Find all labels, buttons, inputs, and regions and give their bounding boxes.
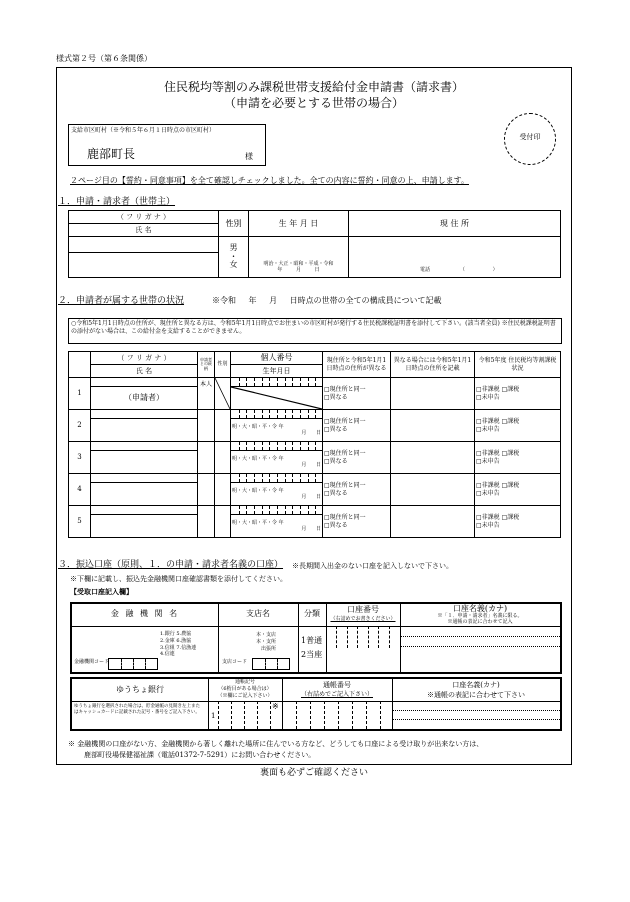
- digit-divider: [262, 474, 263, 482]
- confirm-statement: ２ページ目の【誓約・同意事項】を全て確認しチェックしました。全ての内容に誓約・同意の上、申請します。: [70, 176, 469, 185]
- dob-ymd: 年 月 日: [277, 267, 320, 274]
- footnote-1: ※ 金融機関の口座がない方、金融機関から著しく離れた場所に住んでいる方など、どうしても口座による受け取りが出来ない方は、: [68, 740, 484, 748]
- digit-divider: [292, 378, 293, 386]
- household-table: [68, 351, 561, 378]
- hh-furigana-field[interactable]: [91, 506, 198, 515]
- tax-options[interactable]: □非課税 □課税: [476, 386, 520, 393]
- digit-divider: [300, 474, 301, 482]
- dob-md: 月 日: [301, 526, 321, 532]
- acct-sub: （右詰めでお書きください）: [330, 616, 396, 622]
- sec2-title-rest: ※令和 年 月 日時点の世帯の全ての構成員について記載: [212, 296, 442, 305]
- hh-mynumber-header: 個人番号: [231, 352, 323, 365]
- dob-eras: 明・大・昭・平・令 年: [232, 423, 284, 430]
- hh-dob-field[interactable]: [231, 515, 323, 538]
- sec3-line2: 【受取口座記入欄】: [70, 587, 133, 596]
- hh-name-field[interactable]: （申請者）: [91, 387, 198, 410]
- hh-dob-field[interactable]: [231, 387, 323, 410]
- digit-divider: [254, 410, 255, 418]
- digit-divider: [239, 506, 240, 514]
- tax-options[interactable]: □非課税 □課税: [476, 482, 520, 489]
- digit-divider: [300, 506, 301, 514]
- digit-divider: [254, 442, 255, 450]
- stamp-label: 受付印: [519, 133, 541, 141]
- hh-same-address[interactable]: [323, 442, 391, 474]
- hh-relation-field[interactable]: [198, 442, 215, 474]
- digit-divider: [254, 474, 255, 482]
- digit-divider: [262, 442, 263, 450]
- branch-header: 支店名: [246, 609, 270, 618]
- hh-furigana-field[interactable]: [91, 410, 198, 419]
- hh-furigana-field[interactable]: [91, 378, 198, 387]
- tax-unfiled[interactable]: □未申告: [476, 393, 500, 401]
- diagonal-slash: [231, 387, 322, 409]
- dob-field[interactable]: [249, 237, 349, 278]
- holder-note1: ※「１．申請・請求者」名義に限る。: [437, 613, 523, 619]
- digit-divider: [277, 474, 278, 482]
- sec3-title-note: ※長期間入出金のない口座を記入しないで下さい。: [292, 562, 453, 570]
- ynum-header: 通帳番号: [323, 681, 351, 689]
- branch-code-boxes[interactable]: [252, 658, 290, 670]
- hh-furigana-field[interactable]: [91, 442, 198, 451]
- hh-row-number: 1: [69, 378, 91, 410]
- digit-divider: [300, 410, 301, 418]
- addressee-box: [68, 124, 266, 166]
- option-different[interactable]: □異なる: [324, 489, 348, 497]
- digit-divider: [262, 506, 263, 514]
- digit-divider: [254, 506, 255, 514]
- dob-eras: 明治・大正・昭和・平成・令和: [263, 260, 334, 267]
- tax-unfiled[interactable]: □未申告: [476, 489, 500, 497]
- digit-divider: [277, 442, 278, 450]
- digit-divider: [269, 506, 270, 514]
- hh-relation-field[interactable]: [198, 506, 215, 538]
- hh-row-number: 2: [69, 410, 91, 442]
- hh-sex-field[interactable]: [215, 410, 231, 442]
- option-different[interactable]: □異なる: [324, 521, 348, 529]
- name-header: 氏 名: [69, 224, 219, 237]
- hh-old-address-field[interactable]: [391, 506, 475, 538]
- furigana-header: （ フ リ ガ ナ ）: [69, 211, 219, 224]
- ysym-star: ※: [272, 702, 279, 711]
- acct-number-boxes[interactable]: [326, 626, 400, 672]
- back-note: 裏面も必ずご確認ください: [259, 768, 368, 778]
- hh-sex-field[interactable]: [215, 378, 231, 410]
- digit-divider: [246, 442, 247, 450]
- sex-female[interactable]: 女: [229, 260, 238, 270]
- footnote-2: 鹿部町役場保健福祉課（電話01372-7-5291）にお問い合わせください。: [84, 751, 316, 759]
- page-title: 住民税均等割のみ課税世帯支援給付金申請書（請求書）: [163, 80, 464, 94]
- digit-divider: [239, 378, 240, 386]
- hh-name-field[interactable]: [91, 419, 198, 442]
- yholder-field[interactable]: [392, 701, 560, 729]
- hh-name-field[interactable]: [91, 515, 198, 538]
- ysym-header: 通帳記号: [234, 679, 255, 685]
- hh-sex-field[interactable]: [215, 442, 231, 474]
- hh-tax-status[interactable]: [475, 506, 561, 538]
- yucho-one: 1: [211, 712, 216, 720]
- bank-types[interactable]: 1.銀行 5.農協 2.金庫 6.漁協 3.信組 7.信漁連 4.信連: [160, 631, 197, 658]
- dob-eras: 明・大・昭・平・令 年: [232, 455, 284, 462]
- kind-header: 分類: [304, 609, 320, 618]
- digit-divider: [254, 378, 255, 386]
- digit-divider: [292, 410, 293, 418]
- option-same[interactable]: □現住所と同一: [324, 482, 366, 489]
- hh-same-address[interactable]: [323, 474, 391, 506]
- yucho-note: ゆうちょ銀行を選択された場合は、貯金通帳の見開き左上またはキャッシュカードに記載された記号・番号をご記入下さい。: [74, 704, 200, 715]
- sex-options[interactable]: [219, 237, 249, 278]
- ynum-boxes[interactable]: [282, 701, 392, 729]
- digit-divider: [308, 442, 309, 450]
- ynum-sub: （右詰めでご記入下さい）: [300, 691, 373, 698]
- digit-divider: [285, 474, 286, 482]
- hh-tax-status[interactable]: [475, 474, 561, 506]
- option-same[interactable]: □現住所と同一: [324, 450, 366, 457]
- table-row: [69, 442, 561, 451]
- digit-divider: [269, 474, 270, 482]
- hh-furigana-field[interactable]: [91, 474, 198, 483]
- digit-divider: [308, 410, 309, 418]
- hh-old-address-field[interactable]: [391, 442, 475, 474]
- form-id: 様式第２号（第６条関係）: [56, 54, 152, 63]
- address-field[interactable]: [349, 237, 561, 278]
- hh-old-address-field[interactable]: [391, 474, 475, 506]
- hh-relation-field[interactable]: [198, 474, 215, 506]
- digit-divider: [292, 506, 293, 514]
- addressee-honorific: 様: [245, 152, 253, 161]
- hh-tax-header: 令和5年度 住民税均等割課税状況: [475, 352, 561, 378]
- ysym-sub: （6桁目がある場合は） （※欄にご記入下さい）: [217, 686, 273, 699]
- bank-box: [70, 602, 562, 674]
- hh-name-field[interactable]: [91, 483, 198, 506]
- hh-dob-field[interactable]: [231, 483, 323, 506]
- branch-code-label: 支店コード: [222, 659, 248, 665]
- digit-divider: [246, 410, 247, 418]
- digit-divider: [308, 378, 309, 386]
- hh-dob-header: 生年月日: [231, 365, 323, 378]
- hh-name-header: 氏 名: [91, 365, 198, 378]
- option-different[interactable]: □異なる: [324, 393, 348, 401]
- hh-sex-field[interactable]: [215, 474, 231, 506]
- option-same[interactable]: □現住所と同一: [324, 514, 366, 521]
- digit-divider: [269, 410, 270, 418]
- dob-header: 生 年 月 日: [249, 211, 349, 237]
- digit-divider: [239, 410, 240, 418]
- yucho-header: ゆうちょ銀行: [116, 685, 164, 694]
- acct-header: 口座番号: [347, 605, 379, 614]
- option-different[interactable]: □異なる: [324, 425, 348, 433]
- digit-divider: [285, 506, 286, 514]
- dob-md: 月 日: [301, 462, 321, 468]
- hh-mynumber-boxes[interactable]: [231, 410, 323, 419]
- sex-dot: ・: [229, 251, 238, 261]
- hh-same-address[interactable]: [323, 506, 391, 538]
- yholder-sub: ※通帳の表記に合わせて下さい: [427, 691, 525, 699]
- holder-note2: ※通帳の表記に合わせて記入: [447, 619, 513, 625]
- sex-header: 性別: [219, 211, 249, 237]
- hh-relation-field[interactable]: [198, 410, 215, 442]
- holder-header: 口座名義(カナ): [452, 604, 508, 613]
- hh-jan1-header: 現住所と令和5年1月1日時点の住所が異なる: [323, 352, 391, 378]
- yucho-box: [70, 677, 562, 731]
- hh-sex-header: 性別: [215, 352, 231, 378]
- kind-toza[interactable]: 2当座: [301, 650, 323, 659]
- dob-md: 月 日: [301, 494, 321, 500]
- table-row: [69, 474, 561, 483]
- hh-relation-field[interactable]: 本人: [198, 378, 215, 410]
- hh-mynumber-boxes[interactable]: [231, 378, 323, 387]
- hh-tax-status[interactable]: [475, 442, 561, 474]
- hh-sex-field[interactable]: [215, 506, 231, 538]
- hh-relation-header: 申請者との続柄: [198, 352, 215, 378]
- tax-options[interactable]: □非課税 □課税: [476, 450, 520, 457]
- hh-row-number: 4: [69, 474, 91, 506]
- bank-code-label: 金融機関コード: [74, 659, 110, 665]
- digit-divider: [239, 442, 240, 450]
- digit-divider: [300, 378, 301, 386]
- tax-unfiled[interactable]: □未申告: [476, 425, 500, 433]
- digit-divider: [285, 442, 286, 450]
- addressee-name[interactable]: 鹿部町長: [87, 147, 136, 161]
- sec3-title: ３．振込口座（原則、１．の申請・請求者名義の口座）: [58, 560, 284, 570]
- digit-divider: [292, 474, 293, 482]
- hh-other-header: 異なる場合には令和5年1月1日時点の住所を記載: [391, 352, 475, 378]
- applicant-name-field[interactable]: [69, 253, 219, 278]
- diagonal-slash: [215, 378, 230, 409]
- digit-divider: [262, 378, 263, 386]
- hh-mynumber-boxes[interactable]: [231, 442, 323, 451]
- table-row: [69, 378, 561, 387]
- sec1-title: １．申請・請求者（世帯主）: [58, 197, 176, 207]
- option-same[interactable]: □現住所と同一: [324, 386, 366, 393]
- digit-divider: [262, 410, 263, 418]
- digit-divider: [246, 474, 247, 482]
- digit-divider: [300, 442, 301, 450]
- phone-label: 電話: [420, 267, 431, 274]
- option-same[interactable]: □現住所と同一: [324, 418, 366, 425]
- yholder-header: 口座名義(カナ): [452, 681, 500, 689]
- sec3-line1: ※下欄に記載し、振込先金融機関口座確認書類を添付してください。: [70, 575, 287, 583]
- hh-name-field[interactable]: [91, 451, 198, 474]
- hh-dob-field[interactable]: [231, 419, 323, 442]
- hh-furigana-header: （ フ リ ガ ナ ）: [91, 352, 198, 365]
- branch-types[interactable]: 本・支店 本・支所 出張所: [256, 632, 277, 652]
- table-row: [69, 506, 561, 515]
- phone-paren: （ ）: [460, 267, 498, 274]
- option-different[interactable]: □異なる: [324, 457, 348, 465]
- addressee-label: 支給市区町村（※令和５年６月１日時点の市区町村）: [71, 127, 216, 134]
- dob-eras: 明・大・昭・平・令 年: [232, 487, 284, 494]
- digit-divider: [246, 378, 247, 386]
- digit-divider: [285, 378, 286, 386]
- stamp-circle: [504, 113, 556, 165]
- digit-divider: [315, 378, 316, 386]
- digit-divider: [285, 410, 286, 418]
- hh-tax-status[interactable]: [475, 378, 561, 410]
- hh-dob-field[interactable]: [231, 451, 323, 474]
- tax-options[interactable]: □非課税 □課税: [476, 514, 520, 521]
- digit-divider: [277, 410, 278, 418]
- digit-divider: [315, 474, 316, 482]
- sec2-title: [58, 296, 184, 308]
- hh-no-header: [69, 352, 91, 378]
- tax-unfiled[interactable]: □未申告: [476, 457, 500, 465]
- digit-divider: [246, 506, 247, 514]
- hh-mynumber-boxes[interactable]: [231, 506, 323, 515]
- digit-divider: [277, 378, 278, 386]
- address-header: 現 住 所: [349, 211, 561, 237]
- dob-md: 月 日: [301, 430, 321, 436]
- holder-field[interactable]: [400, 626, 560, 672]
- hh-same-address[interactable]: [323, 410, 391, 442]
- sex-male[interactable]: 男: [229, 242, 238, 252]
- sec2-title-main: ２．申請者が属する世帯の状況: [58, 296, 185, 306]
- hh-same-address[interactable]: [323, 378, 391, 410]
- digit-divider: [292, 442, 293, 450]
- hh-mynumber-boxes[interactable]: [231, 474, 323, 483]
- hh-old-address-field[interactable]: [391, 410, 475, 442]
- digit-divider: [315, 506, 316, 514]
- hh-row-number: 3: [69, 442, 91, 474]
- page-subtitle: （申請を必要とする世帯の場合）: [223, 96, 404, 110]
- digit-divider: [308, 474, 309, 482]
- sec2-note: ○令和5年1月1日時点の住所が、現住所と異なる方は、令和5年1月1日時点でお住まいの市区町村が発行する住民税課税証明書を添付して下さい。(該当者全員) ※住民税課税証明書の添付がない場合は、この給付金を支給することができません。: [68, 318, 562, 344]
- tax-options[interactable]: □非課税 □課税: [476, 418, 520, 425]
- digit-divider: [239, 474, 240, 482]
- hh-old-address-field[interactable]: [391, 378, 475, 410]
- applicant-table: [68, 210, 561, 278]
- dob-eras: 明・大・昭・平・令 年: [232, 519, 284, 526]
- hh-row-number: 5: [69, 506, 91, 538]
- tax-unfiled[interactable]: □未申告: [476, 521, 500, 529]
- digit-divider: [269, 378, 270, 386]
- digit-divider: [315, 410, 316, 418]
- bank-code-boxes[interactable]: [108, 658, 158, 670]
- digit-divider: [308, 506, 309, 514]
- table-row: [69, 410, 561, 419]
- kind-futsu[interactable]: 1普通: [301, 636, 323, 645]
- applicant-furigana-field[interactable]: [69, 237, 219, 253]
- digit-divider: [269, 442, 270, 450]
- digit-divider: [277, 506, 278, 514]
- bank-header: 金 融 機 関 名: [110, 609, 180, 618]
- household-body: [68, 377, 561, 538]
- digit-divider: [315, 442, 316, 450]
- hh-tax-status[interactable]: [475, 410, 561, 442]
